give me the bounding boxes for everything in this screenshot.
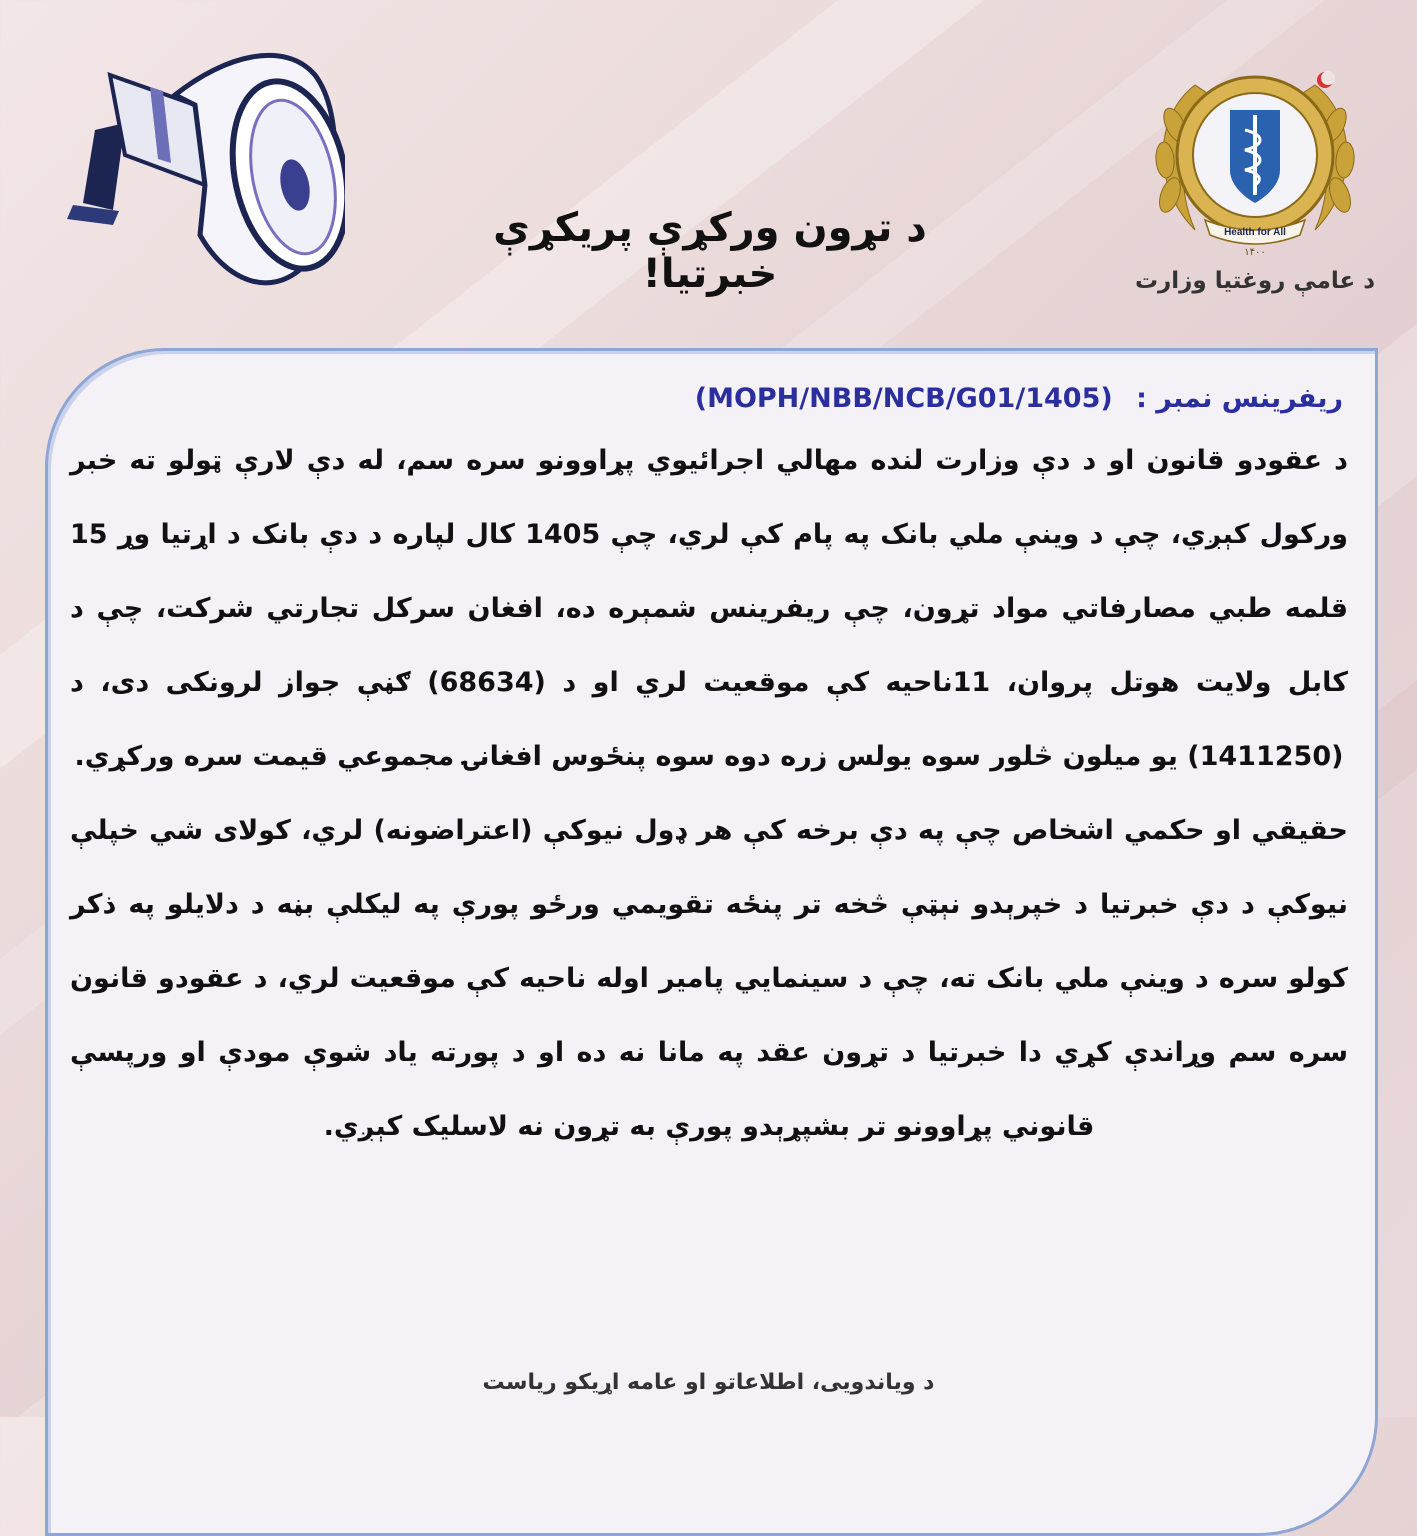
megaphone-icon — [55, 35, 345, 295]
paragraph-award-text: د عقودو قانون او د دې وزارت لنده مهالي اجرائیوي پړاوونو سره سم، له دې لارې ټولو ته خبر ورکول کېږي، چې د وینې ملي بانک په پام کې لري، چې 1405 کال لپاره د دې بانک د اړتیا وړ 15 قلمه طبي مصارفاتي مواد تړون، چې ریفرینس شمېره ده، افغان سرکل تجارتي شرکت، چې د کابل ولایت هوتل پروان، 11ناحیه کې موقعیت لري او د (68634) ګڼې جواز لرونکی دی، د (1411250) یو میلون څلور سوه یولس زره دوه سوه پنځوس افغانۍ مجموعي قیمت سره ورکړي. — [70, 445, 1348, 772]
reference-label: ریفرینس نمبر : — [1136, 383, 1343, 414]
ministry-name: د عامې روغتیا وزارت — [1134, 268, 1376, 294]
footer-department: د ویاندویی، اطلاعاتو او عامه اړیکو ریاست — [482, 1370, 935, 1395]
reference-line — [70, 383, 1343, 414]
notice-card — [45, 348, 1378, 1536]
reference-code: (MOPH/NBB/NCB/G01/1405) — [694, 383, 1113, 414]
ministry-emblem-icon — [1135, 55, 1375, 270]
emblem-year: ۱۴۰۰ — [1244, 247, 1266, 258]
notice-content — [70, 383, 1348, 1164]
page-title: د تړون ورکړې پریکړې خبرتیا! — [493, 205, 927, 297]
emblem-caption: Health for All — [1224, 227, 1286, 238]
notice-paragraph-award — [70, 424, 1348, 794]
notice-paragraph-objection — [70, 794, 1348, 1164]
paragraph-objection-text: حقیقي او حکمي اشخاص چې په دې برخه کې هر ډول نیوکې (اعتراضونه) لري، کولای شي خپلې نیوکې د دې خبرتیا د خپرېدو نېټې څخه تر پنځه تقویمي ورځو پورې په لیکلې بڼه د دلایلو په ذکر کولو سره د وینې ملي بانک ته، چې د سینمایي پامیر اوله ناحیه کې موقعیت لري، د عقودو قانون سره سم وړاندې کړي دا خبرتیا د تړون عقد په مانا نه ده او د پورته یاد شوې مودې او ورپسې قانوني پړاوونو تر بشپړېدو پورې به تړون نه لاسلیک کېږي. — [70, 815, 1348, 1142]
